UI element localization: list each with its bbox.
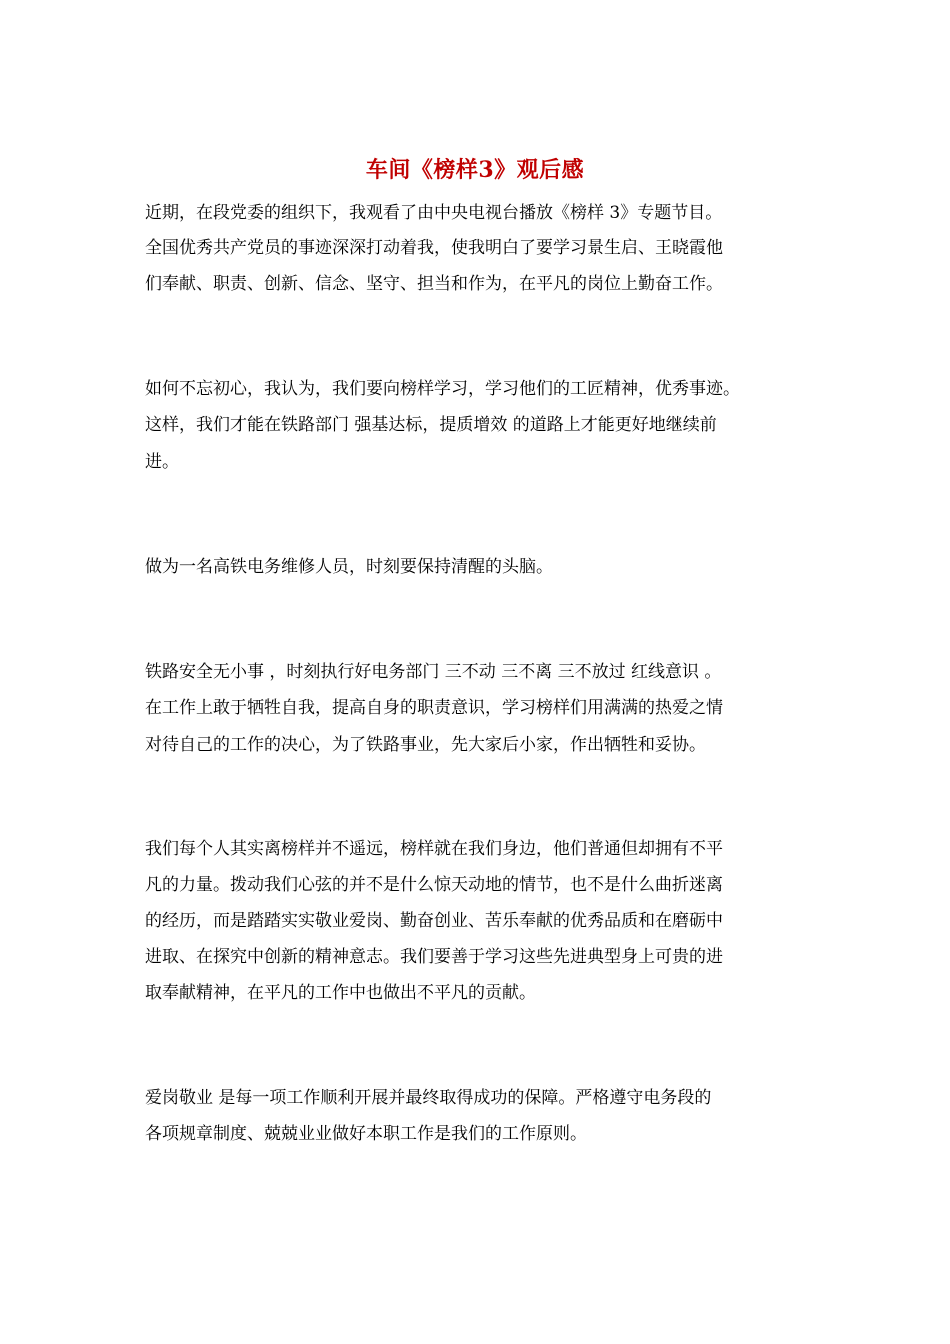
text-line: 进。: [145, 452, 179, 472]
text-line: 近期，在段党委的组织下，我观看了由中央电视台播放《榜样 3》专题节目。: [145, 203, 723, 223]
text-line: 各项规章制度、兢兢业业做好本职工作是我们的工作原则。: [145, 1124, 587, 1144]
text-line: 做为一名高铁电务维修人员，时刻要保持清醒的头脑。: [145, 557, 553, 577]
text-line: 的经历，而是踏踏实实敬业爱岗、勤奋创业、苦乐奉献的优秀品质和在磨砺中: [145, 911, 723, 931]
text-line: 们奉献、职责、创新、信念、坚守、担当和作为，在平凡的岗位上勤奋工作。: [145, 274, 723, 294]
text-line: 取奉献精神，在平凡的工作中也做出不平凡的贡献。: [145, 983, 536, 1003]
text-line: 对待自己的工作的决心，为了铁路事业，先大家后小家，作出牺牲和妥协。: [145, 735, 706, 755]
text-line: 凡的力量。拨动我们心弦的并不是什么惊天动地的情节，也不是什么曲折迷离: [145, 875, 723, 895]
text-line: 铁路安全无小事 ，时刻执行好电务部门 三不动 三不离 三不放过 红线意识 。: [145, 662, 722, 682]
text-line: 我们每个人其实离榜样并不遥远，榜样就在我们身边，他们普通但却拥有不平: [145, 839, 723, 859]
page-title: 车间《榜样3》观后感: [365, 157, 585, 183]
text-line: 在工作上敢于牺牲自我，提高自身的职责意识，学习榜样们用满满的热爱之情: [145, 698, 723, 718]
text-line: 这样，我们才能在铁路部门 强基达标，提质增效 的道路上才能更好地继续前: [145, 415, 717, 435]
text-line: 如何不忘初心，我认为，我们要向榜样学习，学习他们的工匠精神，优秀事迹。: [145, 379, 740, 399]
text-line: 进取、在探究中创新的精神意志。我们要善于学习这些先进典型身上可贵的进: [145, 947, 723, 967]
text-line: 全国优秀共产党员的事迹深深打动着我，使我明白了要学习景生启、王晓霞他: [145, 238, 723, 258]
text-line: 爱岗敬业 是每一项工作顺利开展并最终取得成功的保障。严格遵守电务段的: [145, 1088, 712, 1108]
